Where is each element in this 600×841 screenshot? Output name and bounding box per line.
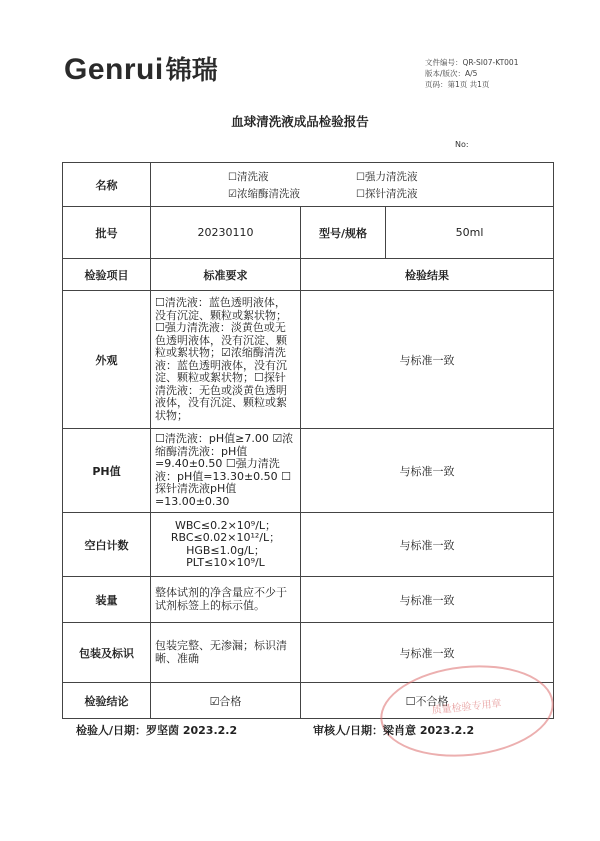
document-meta <box>425 57 518 90</box>
stamp-text: 质量检验专用章 <box>431 698 503 717</box>
doc-version: 版本/版次：A/5 <box>425 69 478 78</box>
item-ph: PH值 <box>63 429 151 513</box>
table-row <box>63 291 554 429</box>
spec-value: 50ml <box>386 207 554 259</box>
batch-value: 20230110 <box>151 207 301 259</box>
option-strong-cleaner: ☐强力清洗液 <box>356 170 418 183</box>
reviewer-signature: 审核人/日期：梁肖意 2023.2.2 <box>313 724 475 737</box>
report-number-label: No: <box>455 140 469 149</box>
option-probe-cleaner: ☐探针清洗液 <box>356 187 418 200</box>
table-row <box>63 513 554 577</box>
checkbox-icon: ☐ <box>228 171 237 183</box>
logo-english: Genrui <box>64 53 164 86</box>
item-appearance: 外观 <box>63 291 151 429</box>
result-blank-count: 与标准一致 <box>301 513 554 577</box>
standard-blank-count: WBC≤0.2×10⁹/L；RBC≤0.02×10¹²/L；HGB≤1.0g/L；PLT≤10×10⁹/L <box>151 513 301 577</box>
name-options <box>151 163 554 207</box>
conclusion-fail: ☐不合格 <box>301 683 554 719</box>
inspection-table <box>62 162 554 719</box>
company-logo <box>64 50 218 87</box>
batch-label: 批号 <box>63 207 151 259</box>
table-row <box>63 429 554 513</box>
standard-ph: ☐清洗液：pH值≥7.00 ☑浓缩酶清洗液：pH值=9.40±0.50 ☐强力清洗液：pH值=13.30±0.50 ☐探针清洗液pH值=13.00±0.30 <box>151 429 301 513</box>
standard-packaging: 包装完整、无渗漏；标识清晰、准确 <box>151 623 301 683</box>
checkbox-icon: ☐ <box>356 188 365 200</box>
col-standard-header: 标准要求 <box>151 259 301 291</box>
name-row <box>63 163 554 207</box>
item-packaging: 包装及标识 <box>63 623 151 683</box>
result-packaging: 与标准一致 <box>301 623 554 683</box>
doc-number: 文件编号：QR-SI07-KT001 <box>425 58 519 67</box>
standard-volume: 整体试剂的净含量应不少于试剂标签上的标示值。 <box>151 577 301 623</box>
col-result-header: 检验结果 <box>301 259 554 291</box>
column-header-row <box>63 259 554 291</box>
result-volume: 与标准一致 <box>301 577 554 623</box>
item-blank-count: 空白计数 <box>63 513 151 577</box>
result-ph: 与标准一致 <box>301 429 554 513</box>
inspector-signature: 检验人/日期：罗坚茵 2023.2.2 <box>76 724 238 737</box>
table-row <box>63 577 554 623</box>
conclusion-label: 检验结论 <box>63 683 151 719</box>
checked-box-icon: ☑ <box>228 188 237 200</box>
name-label: 名称 <box>63 163 151 207</box>
standard-appearance: ☐清洗液：蓝色透明液体，没有沉淀、颗粒或絮状物；☐强力清洗液：淡黄色或无色透明液体，没有沉淀、颗粒或絮状物；☑浓缩酶清洗液：蓝色透明液体，没有沉淀、颗粒或絮状物；☐探针清洗液：无色或淡黄色透明液体，没有沉淀、颗粒或絮状物； <box>151 291 301 429</box>
report-title: 血球清洗液成品检验报告 <box>231 114 369 129</box>
checkbox-icon: ☐ <box>356 171 365 183</box>
logo-chinese: 锦瑞 <box>165 56 218 86</box>
option-enzyme-cleaner: ☑浓缩酶清洗液 <box>228 187 300 200</box>
batch-row <box>63 207 554 259</box>
col-item-header: 检验项目 <box>63 259 151 291</box>
option-cleaning-solution: ☐清洗液 <box>228 170 269 183</box>
spec-label: 型号/规格 <box>301 207 386 259</box>
doc-page: 页码：第1页 共1页 <box>425 80 490 89</box>
result-appearance: 与标准一致 <box>301 291 554 429</box>
conclusion-pass: ☑合格 <box>151 683 301 719</box>
item-volume: 装量 <box>63 577 151 623</box>
